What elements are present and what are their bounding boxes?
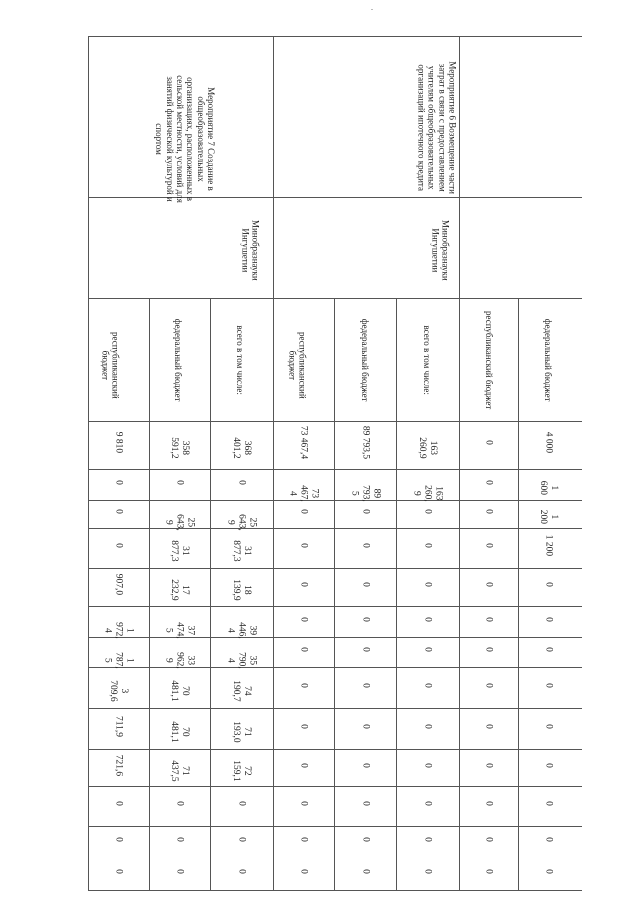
value-cell: 0 [360, 837, 371, 842]
value-cell: 31 877,3 [231, 540, 252, 562]
grid-line [88, 469, 582, 470]
value-cell: 0 [483, 801, 494, 806]
value-cell: 0 [483, 762, 494, 768]
value-cell: 0 [360, 616, 371, 622]
value-cell: 4 000 [543, 431, 554, 454]
source-label: федеральный бюджет [173, 318, 184, 402]
value-cell: 721,6 [113, 754, 124, 776]
value-cell: 73 467, 4 [287, 484, 320, 502]
grid-line [88, 749, 582, 750]
value-cell: 0 [113, 801, 124, 806]
value-cell: 0 [174, 837, 185, 842]
value-cell: 0 [298, 647, 309, 652]
source-label: федеральный бюджет [543, 318, 554, 402]
value-cell: 0 [483, 723, 494, 729]
value-cell: 74 190,7 [231, 679, 252, 702]
measure-7-title: Мероприятие 7 Создание в общеобразовательных организациях, расположенных в сельской местности, условий для занятий физической культурой и спортом [154, 75, 217, 203]
value-cell: 0 [113, 543, 124, 548]
grid-line [88, 708, 582, 709]
value-cell: 0 [174, 801, 185, 806]
value-cell: 0 [298, 616, 309, 622]
value-cell: 0 [543, 723, 554, 729]
value-cell: 70 481,1 [169, 720, 190, 743]
value-cell: 0 [174, 869, 185, 874]
value-cell: 0 [422, 582, 433, 587]
value-cell: 0 [360, 543, 371, 548]
value-cell: 0 [360, 869, 371, 874]
value-cell: 25 643, 9 [225, 514, 258, 531]
value-cell: 0 [422, 682, 433, 688]
value-cell: 9 810 [113, 431, 124, 454]
value-cell: 0 [113, 509, 124, 514]
value-cell: 35 790, 4 [225, 652, 258, 669]
measure-6-title: Мероприятие 6 Возмещение части затрат в связи с предоставлением учителям общеобразовательных организаций ипотечного кредита [416, 61, 458, 194]
grid-line [88, 826, 582, 827]
value-cell: 0 [483, 582, 494, 587]
value-cell: 0 [543, 647, 554, 652]
value-cell: 0 [483, 543, 494, 548]
value-cell: 89 793, 5 [349, 484, 382, 502]
column-separator [149, 298, 150, 890]
value-cell: 0 [360, 682, 371, 688]
value-cell: 0 [422, 543, 433, 548]
value-cell: 0 [422, 647, 433, 652]
value-cell: 0 [298, 682, 309, 688]
source-label: всего в том числе: [235, 325, 246, 395]
value-cell: 39 446, 4 [225, 621, 258, 639]
grid-line [88, 298, 582, 299]
value-cell: 25 643, 9 [163, 514, 196, 531]
source-label: республиканский бюджет [484, 311, 495, 410]
value-cell: 0 [543, 616, 554, 622]
value-cell: 0 [360, 762, 371, 768]
value-cell: 0 [360, 723, 371, 729]
value-cell: 0 [483, 869, 494, 874]
value-cell: 0 [174, 479, 185, 485]
value-cell: 0 [483, 682, 494, 688]
value-cell: 0 [298, 582, 309, 587]
value-cell: 1 972, 4 [102, 621, 135, 639]
value-cell: 0 [422, 509, 433, 514]
value-cell: 163 260, 9 [411, 484, 444, 502]
table-border-left [88, 36, 89, 890]
value-cell: 0 [298, 543, 309, 548]
value-cell: 0 [543, 582, 554, 587]
column-separator [396, 298, 397, 890]
value-cell: 1 600 [538, 480, 559, 495]
value-cell: 0 [422, 801, 433, 806]
measure-6-executor: Минобразнауки Ингушетии [430, 219, 451, 281]
value-cell: 72 159,1 [231, 759, 252, 782]
value-cell: 31 877,3 [169, 540, 190, 562]
value-cell: 37 474, 5 [163, 621, 196, 639]
value-cell: 0 [236, 801, 247, 806]
column-separator [518, 298, 519, 890]
value-cell: 0 [298, 801, 309, 806]
value-cell: 17 232,9 [169, 579, 190, 601]
value-cell: 71 437,5 [169, 759, 190, 782]
table-border-bottom [88, 890, 582, 891]
value-cell: 0 [483, 509, 494, 514]
value-cell: 0 [236, 837, 247, 842]
source-label: всего в том числе: [422, 325, 433, 395]
source-label: республиканский бюджет [100, 332, 121, 399]
value-cell: 1 200 [543, 534, 554, 557]
value-cell: 0 [543, 869, 554, 874]
value-cell: 163 260,9 [417, 437, 438, 459]
value-cell: 0 [422, 616, 433, 622]
value-cell: 18 139,9 [231, 579, 252, 601]
measure-7-executor: Минобразнауки Ингушетии [240, 219, 261, 281]
source-label: республиканский бюджет [287, 332, 308, 399]
value-cell: 0 [422, 723, 433, 729]
value-cell: 0 [360, 509, 371, 514]
value-cell: 0 [483, 647, 494, 652]
value-cell: 1 787, 5 [102, 652, 135, 669]
value-cell: 1 200 [538, 509, 559, 525]
value-cell: 358 591,2 [169, 437, 190, 459]
value-cell: 71 193,0 [231, 720, 252, 743]
value-cell: 73 467,4 [298, 425, 309, 460]
value-cell: 0 [298, 762, 309, 768]
value-cell: 0 [483, 479, 494, 485]
value-cell: 33 962, 9 [163, 652, 196, 669]
value-cell: 0 [113, 869, 124, 874]
value-cell: 0 [298, 723, 309, 729]
value-cell: 0 [422, 869, 433, 874]
grid-line [88, 568, 582, 569]
column-separator [334, 298, 335, 890]
value-cell: 0 [360, 582, 371, 587]
source-label: федеральный бюджет [360, 318, 371, 402]
value-cell: 0 [543, 801, 554, 806]
value-cell: 0 [236, 869, 247, 874]
value-cell: 0 [483, 440, 494, 445]
value-cell: 0 [113, 837, 124, 842]
value-cell: 0 [483, 616, 494, 622]
value-cell: 0 [543, 762, 554, 768]
value-cell: 711,9 [113, 715, 124, 737]
column-separator [459, 36, 460, 890]
value-cell: 0 [236, 479, 247, 485]
value-cell: 0 [298, 837, 309, 842]
value-cell: 0 [360, 801, 371, 806]
value-cell: 70 481,1 [169, 679, 190, 702]
value-cell: 0 [422, 837, 433, 842]
value-cell: 907,0 [113, 573, 124, 596]
scan-speck [371, 9, 373, 10]
value-cell: 0 [113, 479, 124, 485]
value-cell: 0 [298, 509, 309, 514]
column-separator [210, 298, 211, 890]
column-separator [273, 36, 274, 890]
value-cell: 0 [360, 647, 371, 652]
grid-line [88, 421, 582, 422]
value-cell: 368 401,2 [231, 437, 252, 459]
table-border-top [88, 36, 582, 37]
value-cell: 3 709,6 [108, 679, 129, 702]
grid-line [88, 786, 582, 787]
value-cell: 0 [298, 869, 309, 874]
value-cell: 0 [543, 682, 554, 688]
value-cell: 0 [543, 837, 554, 842]
value-cell: 0 [483, 837, 494, 842]
value-cell: 0 [422, 762, 433, 768]
value-cell: 89 793,5 [360, 425, 371, 460]
